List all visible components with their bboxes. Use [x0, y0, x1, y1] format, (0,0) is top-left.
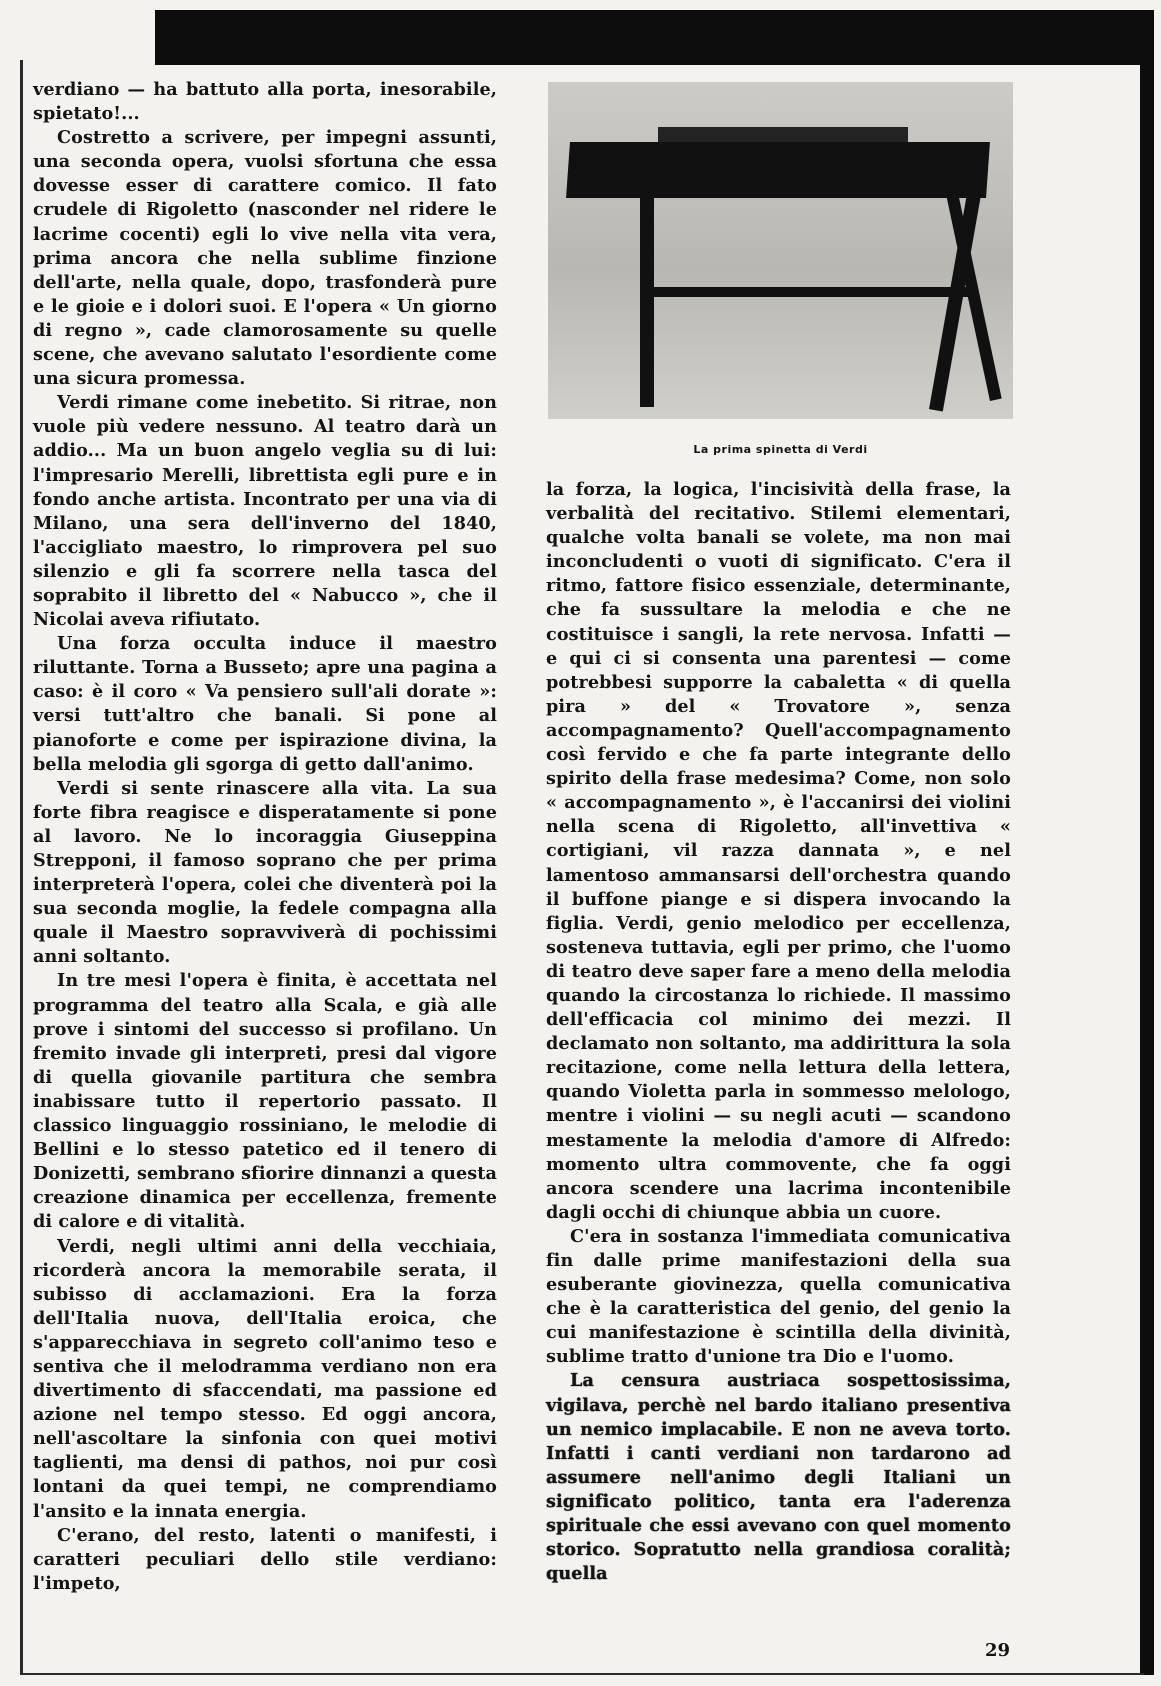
paragraph: Verdi si sente rinascere alla vita. La sua forte fibra reagisce e disperatamente si pone al lavoro. Ne lo incoraggia Giuseppina Strepponi, il famoso soprano che per prima interpreterà l'opera, colei che diventerà poi la sua seconda moglie, la fedele compagna alla quale il Maestro sopravviverà di pochissimi anni soltanto.: [33, 777, 497, 968]
paragraph: C'era in sostanza l'immediata comunicativa fin dalle prime manifestazioni della sua esuberante giovinezza, quella comunicativa che è la caratteristica del genio, del genio la cui manifestazione è scintilla della divinità, sublime tratto d'unione tra Dio e l'uomo.: [546, 1225, 1011, 1368]
paragraph: La censura austriaca sospettosissima, vigilava, perchè nel bardo italiano presentiva un nemico implacabile. E non ne aveva torto. Infatti i canti verdiani non tardarono ad assumere nell'animo degli Italiani un significato politico, tanta era l'aderenza spirituale che essi avevano con quel momento storico. Sopratutto nella grandiosa coralità; quella: [546, 1370, 1011, 1585]
spinet-photo: [548, 82, 1013, 419]
top-black-bar: [155, 10, 1145, 65]
right-text-column: [546, 478, 1011, 1586]
spinet-brace: [640, 287, 970, 297]
left-text-column: [33, 78, 497, 1596]
paragraph: Verdi rimane come inebetito. Si ritrae, non vuole più vedere nessuno. Al teatro darà un addio... Ma un buon angelo veglia su di lui: l'impresario Merelli, librettista egli pure e in fondo anche artista. Incontrato per una via di Milano, una sera dell'inverno del 1840, l'accigliato maestro, lo rimprovera pel suo silenzio e gli fa scorrere nella tasca del soprabito il libretto del « Nabucco », che il Nicolai aveva rifiutato.: [33, 392, 497, 631]
spinet-leg: [640, 192, 654, 407]
photo-caption: La prima spinetta di Verdi: [693, 443, 868, 456]
paragraph: la forza, la logica, l'incisività della frase, la verbalità del recitativo. Stilemi elementari, qualche volta banali se volete, ma non mai inconcludenti o vuoti di significato. C'era il ritmo, fattore fisico essenziale, determinante, che fa sussultare la melodia e che ne costituisce i sangli, la rete nervosa. Infatti — e qui ci si consenta una parentesi — come potrebbesi supporre la cabaletta « di quella pira » del « Trovatore », senza accompagnamento? Quell'accompagnamento così fervido e che fa parte integrante dello spirito della frase medesima? Come, non solo « accompagnamento », è l'accanirsi dei violini nella scena di Rigoletto, all'invettiva « cortigiani, vil razza dannata », e nel lamentoso ammansarsi dell'orchestra quando il buffone piange e si dispera invocando la figlia. Verdi, genio melodico per eccellenza, sosteneva tuttavia, egli per primo, che l'uomo di teatro deve saper fare a meno della melodia quando la circostanza lo richiede. Il massimo dell'efficacia col minimo dei mezzi. Il declamato non soltanto, ma addirittura la sola recitazione, come nella lettura della lettera, quando Violetta parla in sommesso melologo, mentre i violini — su negli acuti — scandono mestamente la melodia d'amore di Alfredo: momento ultra commovente, che fa oggi ancora scendere una lacrima incontenibile dagli occhi di chiunque abbia un cuore.: [546, 479, 1011, 1223]
paragraph: Costretto a scrivere, per impegni assunti, una seconda opera, vuolsi sfortuna che essa dovesse esser di carattere comico. Il fato crudele di Rigoletto (nasconder nel ridere le lacrime cocenti) egli lo vive nella vita vera, prima ancora che nella sublime finzione dell'arte, nella quale, dopo, trasfonderà pure e le gioie e i dolori suoi. E l'opera « Un giorno di regno », cade clamorosamente su quelle scene, che avevano salutato l'esordiente come una sicura promessa.: [33, 127, 497, 390]
paragraph: Verdi, negli ultimi anni della vecchiaia, ricorderà ancora la memorabile serata, il subisso di acclamazioni. Era la forza dell'Italia nuova, dell'Italia eroica, che s'apparecchiava in segreto coll'animo teso e sentiva che il melodramma verdiano non era divertimento di sfaccendati, ma passione ed azione nel tempo stesso. Ed oggi ancora, nell'ascoltare la sinfonia con quei motivi taglienti, ma densi di pathos, noi pur così lontani da quei tempi, ne comprendiamo l'ansito e la innata energia.: [33, 1235, 497, 1522]
page-number: 29: [985, 1640, 1011, 1661]
paragraph: Una forza occulta induce il maestro riluttante. Torna a Busseto; apre una pagina a caso: è il coro « Va pensiero sull'ali dorate »: versi tutt'altro che banali. Si pone al pianoforte e come per ispirazione divina, la bella melodia gli sgorga di getto dall'animo.: [33, 633, 497, 775]
spinet-body: [566, 142, 990, 198]
paragraph: C'erano, del resto, latenti o manifesti, i caratteri peculiari dello stile verdiano: l'impeto,: [33, 1524, 497, 1594]
paragraph: verdiano — ha battuto alla porta, inesorabile, spietato!...: [33, 79, 497, 125]
paragraph: In tre mesi l'opera è finita, è accettata nel programma del teatro alla Scala, e già alle prove i sintomi del successo si profilano. Un fremito invade gli interpreti, presi dal vigore di quella giovanile partitura che sembra inabissare tutto il repertorio passato. Il classico linguaggio rossiniano, le melodie di Bellini e lo stesso patetico ed il tenero di Donizetti, sembrano sfiorire dinnanzi a questa creazione dinamica per eccellenza, fremente di calore e di vitalità.: [33, 970, 498, 1233]
